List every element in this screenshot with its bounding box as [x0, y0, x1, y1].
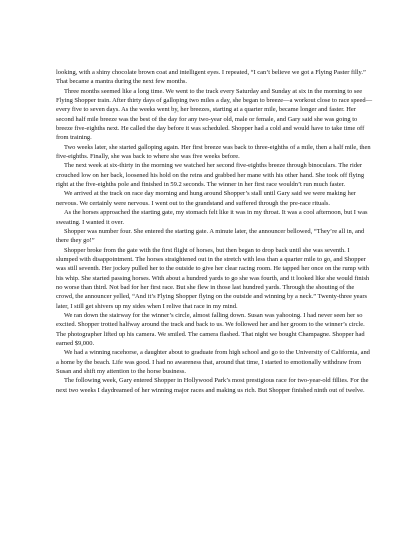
- paragraph-race-day: We arrived at the track on race day morning and hung around Shopper’s stall until Gary said we were making her nervous. We certainly were nervous. I went out to the grandstand and suffered through the pre-race rituals.: [56, 190, 356, 207]
- paragraph-the-race: Shopper broke from the gate with the first flight of horses, but then began to drop back until she was seventh. I slumped with disappointment. The horses straightened out in the stretch with less than a quarter mile to go, and Shopper was still seventh. Her jockey pulled her to the outside to give her clear racing room. He tapped her once on the rump with his whip. She started passing horses. With about a hundred yards to go she was fourth, and it looked like she would finish no worse than third. Not bad for her first race. But she flew in those last hundred yards. Through the shouting of the crowd, the announcer yelled, “And it’s Flying Shopper flying on the outside and winning by a neck.” Twenty-three years later, I still get shivers up my sides when I relive that race in my mind.: [56, 246, 370, 310]
- document-page: [56, 68, 372, 395]
- paragraph-training: Three months seemed like a long time. We went to the track every Saturday and Sunday at six in the morning to see Flying Shopper train. After thirty days of galloping two miles a day, she began to breeze—a workout close to race speed—every five to seven days. As the weeks went by, her breezes, starting at a quarter mile, became longer and faster. Her second half mile breeze was the best of the day for any two-year old, male or female, and Gary said she was going to breeze five-eighths next. He called the day before it was scheduled. Shopper had a cold and would have to take time off from training.: [56, 87, 373, 142]
- paragraph-winners-circle: We ran down the stairway for the winner’s circle, almost falling down. Susan was yahooing. I had never seen her so excited. Shopper trotted halfway around the track and back to us. We followed her and her groom to the winner’s circle. The photographer lifted up his camera. We smiled. The camera flashed. That night we bought Champagne. Shopper had earned $9,000.: [56, 311, 365, 347]
- paragraph-hollywood-park: The following week, Gary entered Shopper in Hollywood Park’s most prestigious race for two-year-old fillies. For the next two weeks I daydreamed of her winning major races and making us rich. But Shopper finished ninth out of twelve.: [56, 377, 369, 394]
- paragraph-continued: looking, with a shiny chocolate brown coat and intelligent eyes. I repeated, “I can’t believe we got a Flying Paster filly.” That became a mantra during the next few months.: [56, 69, 366, 86]
- paragraph-starting-gate: As the horses approached the starting gate, my stomach felt like it was in my throat. It was a cool afternoon, but I was sweating. I wanted it over.: [56, 209, 368, 226]
- paragraph-five-eighths-breeze: The next week at six-thirty in the morning we watched her second five-eighths breeze through binoculars. The rider crouched low on her back, loosened his hold on the reins and grabbed her mane with his other hand. She took off flying right at the five-eighths pole and finished in 59.2 seconds. The winner in her first race wouldn’t run much faster.: [56, 162, 365, 189]
- paragraph-life-was-good: We had a winning racehorse, a daughter about to graduate from high school and go to the University of California, and a home by the beach. Life was good. I had no awareness that, around that time, I started to emotionally withdraw from Susan and shift my attention to the horse business.: [56, 349, 370, 375]
- paragraph-number-four: Shopper was number four. She entered the starting gate. A minute later, the announcer bellowed, “They’re all in, and there they go!”: [56, 227, 365, 245]
- paragraph-galloping-again: Two weeks later, she started galloping again. Her first breeze was back to three-eighths of a mile, then a half mile, then five-eighths. Finally, she was back to where she was five weeks before.: [56, 143, 371, 161]
